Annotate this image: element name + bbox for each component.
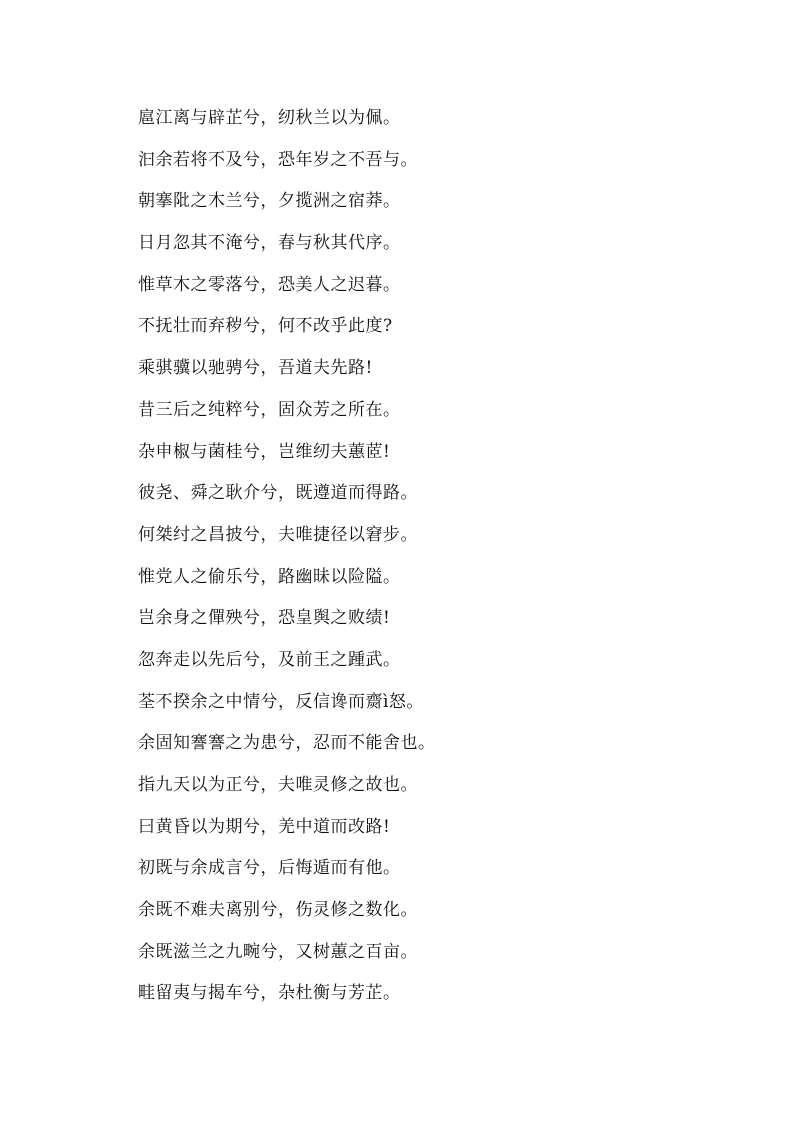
poem-line: 指九天以为正兮，夫唯灵修之故也。: [138, 775, 418, 795]
poem-line: 岂余身之僤殃兮，恐皇舆之败绩!: [138, 608, 391, 629]
poem-line: 杂申椒与菌桂兮，岂维纫夫蕙茝!: [138, 441, 391, 462]
poem-line: 昔三后之纯粹兮，固众芳之所在。: [138, 399, 401, 420]
poem-line: 惟党人之偷乐兮，路幽昧以险隘。: [138, 566, 401, 587]
poem-line: 不抚壮而弃秽兮，何不改乎此度?: [138, 316, 393, 337]
poem-line: 余既不难夫离别兮，伤灵修之数化。: [138, 900, 418, 921]
poem-line: 惟草木之零落兮，恐美人之迟暮。: [138, 274, 401, 295]
poem-line: 余既滋兰之九畹兮，又树蕙之百亩。: [138, 941, 418, 962]
poem-line: 何桀纣之昌披兮，夫唯捷径以窘步。: [138, 524, 418, 545]
poem-line: 曰黄昏以为期兮，羌中道而改路!: [138, 816, 391, 837]
poem-line: 初既与余成言兮，后悔遁而有他。: [138, 858, 401, 879]
poem-line: 汩余若将不及兮，恐年岁之不吾与。: [138, 149, 418, 170]
poem-line: 日月忽其不淹兮，春与秋其代序。: [138, 233, 401, 254]
poem-line: 忽奔走以先后兮，及前王之踵武。: [138, 649, 401, 670]
poem-line: 乘骐骥以驰骋兮，吾道夫先路!: [138, 358, 373, 379]
poem-line: 畦留夷与揭车兮，杂杜衡与芳芷。: [138, 983, 401, 1004]
poem-line: 彼尧、舜之耿介兮，既遵道而得路。: [138, 483, 418, 504]
poem-line: 扈江离与辟芷兮，纫秋兰以为佩。: [138, 108, 401, 128]
poem-line: 余固知謇謇之为患兮，忍而不能舍也。: [138, 733, 436, 754]
poem-line: 荃不揆余之中情兮，反信谗而齌ì怒。: [138, 691, 424, 712]
poem-line: 朝搴阰之木兰兮，夕揽洲之宿莽。: [138, 191, 401, 212]
poem-text: [138, 104, 436, 1021]
